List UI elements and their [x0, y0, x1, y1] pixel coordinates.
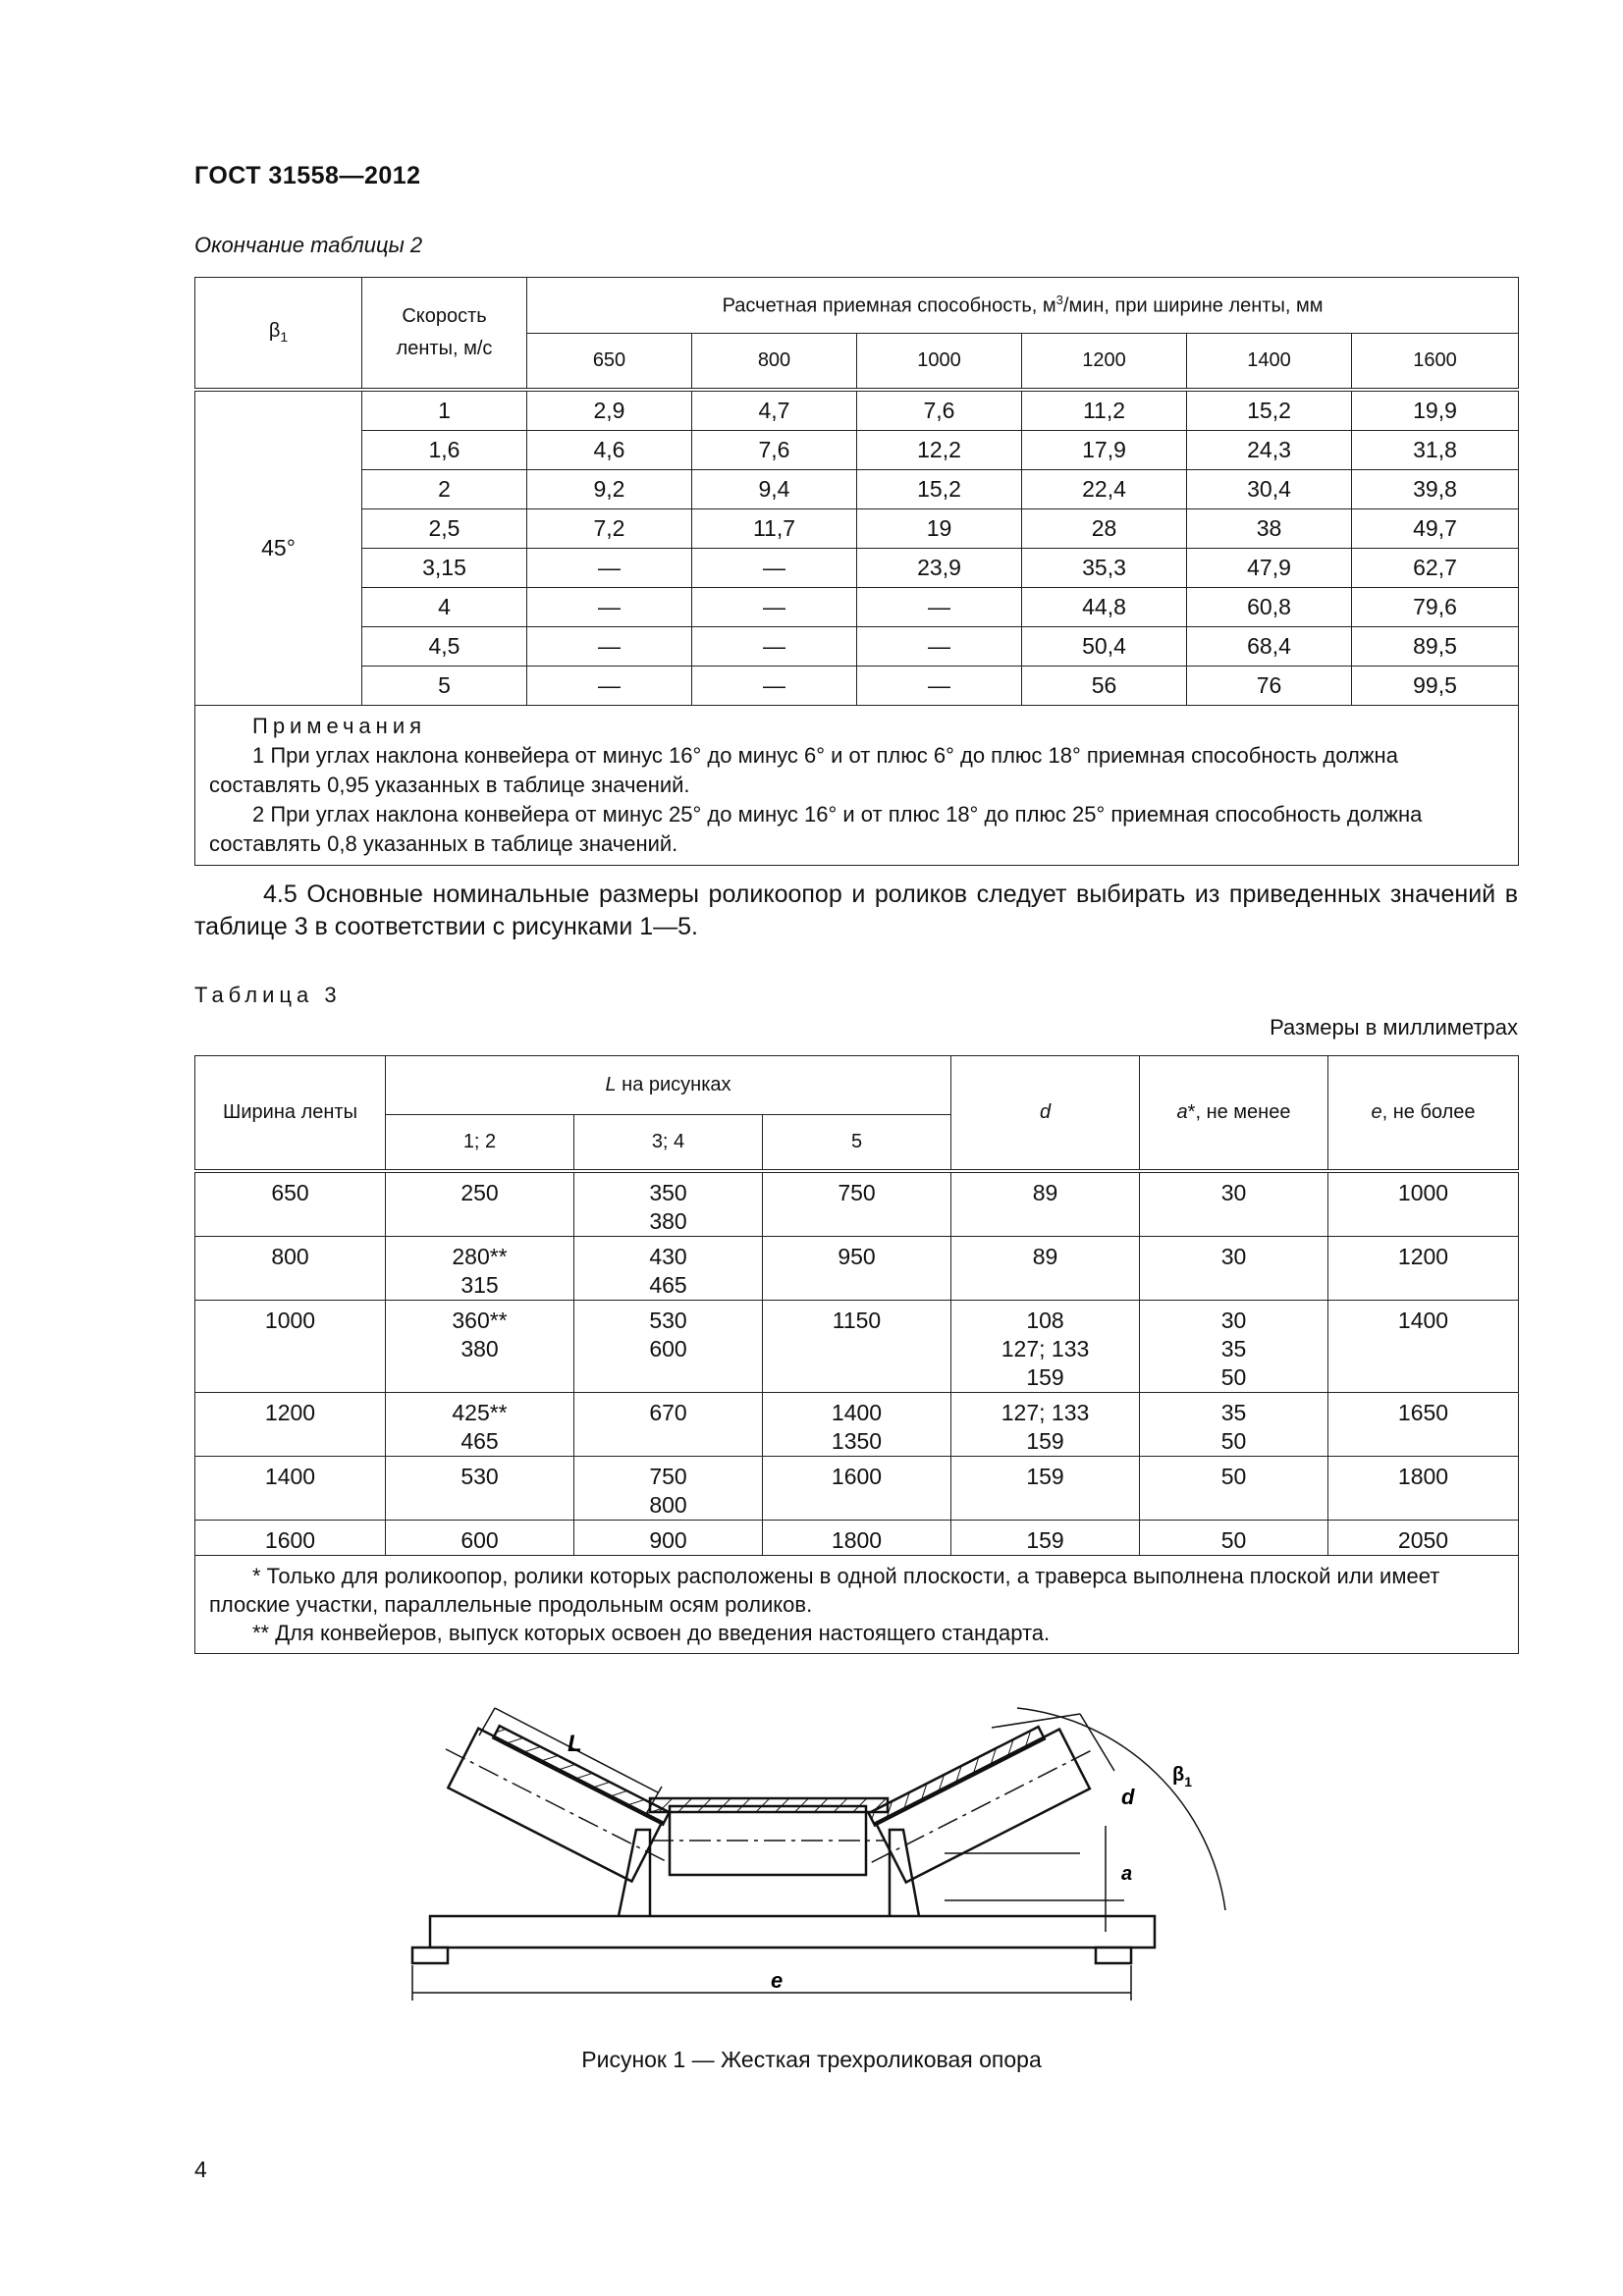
paragraph-4-5: 4.5 Основные номинальные размеры роликоопор и роликов следует выбирать из приведенных значений в таблице 3 в соответствии с рисунками 1—5.: [194, 881, 1518, 940]
table3-caption: Таблица 3: [194, 983, 342, 1007]
cell-L5: [763, 1456, 951, 1520]
L-sub-header-5: 5: [763, 1115, 951, 1171]
cell-line: 900: [649, 1526, 687, 1553]
speed-cell: 2,5: [362, 508, 527, 548]
capacity-cell: 12,2: [857, 430, 1022, 469]
base-frame: [430, 1916, 1155, 1948]
table-row: [195, 1171, 1519, 1237]
cell-e: [1328, 1236, 1519, 1300]
table-continuation-caption: Окончание таблицы 2: [194, 233, 423, 257]
cell-line: 600: [649, 1335, 687, 1362]
cell-e: [1328, 1171, 1519, 1237]
cell-L5: [763, 1520, 951, 1555]
capacity-cell: 30,4: [1187, 469, 1352, 508]
label-beta: $\beta_1$: [1172, 1764, 1193, 1789]
capacity-cell: 7,6: [857, 390, 1022, 431]
a-header: a*, не менее: [1140, 1056, 1328, 1171]
cell-L12: [386, 1392, 574, 1456]
capacity-cell: —: [692, 587, 857, 626]
cell-L34: [574, 1171, 763, 1237]
capacity-cell: —: [527, 548, 692, 587]
capacity-cell: —: [692, 626, 857, 666]
capacity-cell: —: [527, 666, 692, 705]
cell-line: 1650: [1397, 1399, 1449, 1425]
cell-line: 380: [460, 1335, 499, 1362]
capacity-cell: 2,9: [527, 390, 692, 431]
cell-line: 1800: [831, 1526, 883, 1553]
cell-L34: [574, 1520, 763, 1555]
cell-L12: [386, 1520, 574, 1555]
speed-cell: 3,15: [362, 548, 527, 587]
capacity-cell: 28: [1022, 508, 1187, 548]
cell-e: [1328, 1520, 1519, 1555]
capacity-cell: 11,7: [692, 508, 857, 548]
capacity-cell: 68,4: [1187, 626, 1352, 666]
label-a: a: [1121, 1863, 1133, 1885]
table3-units: Размеры в миллиметрах: [1270, 1015, 1518, 1040]
cell-line: 315: [460, 1271, 499, 1298]
speed-cell: 1: [362, 390, 527, 431]
L-header: L на рисунках: [386, 1056, 951, 1115]
cell-L34: [574, 1236, 763, 1300]
beta-header: $\beta_1$: [195, 278, 362, 390]
cell-L12: [386, 1171, 574, 1237]
capacity-cell: 47,9: [1187, 548, 1352, 587]
label-L: L: [568, 1731, 582, 1757]
capacity-cell: 35,3: [1022, 548, 1187, 587]
cell-line: 1600: [831, 1463, 883, 1489]
width-header: 1200: [1022, 334, 1187, 390]
cell-a: [1140, 1456, 1328, 1520]
cell-line: 1600: [264, 1526, 316, 1553]
capacity-cell: 31,8: [1352, 430, 1519, 469]
cell-width: [195, 1236, 386, 1300]
capacity-cell: 7,2: [527, 508, 692, 548]
cell-line: 800: [271, 1243, 309, 1269]
d-header: d: [951, 1056, 1140, 1171]
capacity-cell: 7,6: [692, 430, 857, 469]
capacity-group-header: Расчетная приемная способность, $м^3$/мин, при ширине ленты, мм: [527, 278, 1519, 334]
capacity-cell: —: [857, 626, 1022, 666]
cell-line: 50: [1220, 1463, 1247, 1489]
capacity-cell: 89,5: [1352, 626, 1519, 666]
cell-L5: [763, 1300, 951, 1392]
cell-line: 35: [1220, 1335, 1247, 1362]
footnote-2: ** Для конвейеров, выпуск которых освоен до введения настоящего стандарта.: [252, 1620, 1051, 1645]
cell-line: 600: [460, 1526, 499, 1553]
capacity-cell: 15,2: [1187, 390, 1352, 431]
cell-L34: [574, 1300, 763, 1392]
table2-notes: [195, 705, 1519, 865]
cell-a: [1140, 1300, 1328, 1392]
table-row: [195, 430, 1519, 469]
table-row: [195, 587, 1519, 626]
capacity-cell: 9,4: [692, 469, 857, 508]
cell-line: 127; 133: [1001, 1335, 1090, 1362]
capacity-cell: —: [857, 666, 1022, 705]
table-row: [195, 666, 1519, 705]
cell-line: 1200: [1397, 1243, 1449, 1269]
cell-L34: [574, 1392, 763, 1456]
capacity-cell: 17,9: [1022, 430, 1187, 469]
capacity-cell: 49,7: [1352, 508, 1519, 548]
left-roller: [431, 1709, 687, 1892]
L-sub-header-3-4: 3; 4: [574, 1115, 763, 1171]
capacity-cell: 39,8: [1352, 469, 1519, 508]
note-1: 1 При углах наклона конвейера от минус 16° до минус 6° и от плюс 6° до плюс 18° приемная способность должна составлять 0,95 указанных в таблице значений.: [209, 742, 1398, 797]
page-number: 4: [194, 2157, 207, 2182]
cell-line: 30: [1220, 1243, 1247, 1269]
cell-line: 2050: [1397, 1526, 1449, 1553]
cell-line: 750: [649, 1463, 687, 1489]
cell-line: 50: [1220, 1427, 1247, 1454]
cell-L5: [763, 1392, 951, 1456]
cell-L5: [763, 1236, 951, 1300]
cell-line: 159: [1026, 1526, 1064, 1553]
cell-d: [951, 1171, 1140, 1237]
cell-line: 465: [649, 1271, 687, 1298]
table-row: [195, 548, 1519, 587]
table3-footnotes: [195, 1555, 1519, 1653]
table-row: [195, 1392, 1519, 1456]
speed-cell: 4: [362, 587, 527, 626]
table-row: [195, 469, 1519, 508]
cell-line: 1400: [264, 1463, 316, 1489]
figure-caption: Рисунок 1 — Жесткая трехроликовая опора: [581, 2047, 1042, 2072]
left-foot: [412, 1948, 448, 1963]
table-row: [195, 626, 1519, 666]
belt-center: [650, 1798, 888, 1812]
cell-line: 530: [649, 1307, 687, 1333]
cell-d: [951, 1392, 1140, 1456]
cell-line: 35: [1220, 1399, 1247, 1425]
cell-width: [195, 1392, 386, 1456]
cell-line: 670: [649, 1399, 687, 1425]
cell-line: 50: [1220, 1363, 1247, 1390]
cell-d: [951, 1456, 1140, 1520]
cell-d: [951, 1520, 1140, 1555]
capacity-cell: 9,2: [527, 469, 692, 508]
cell-L12: [386, 1456, 574, 1520]
table-row: [195, 1456, 1519, 1520]
width-header: 800: [692, 334, 857, 390]
cell-L34: [574, 1456, 763, 1520]
capacity-cell: —: [692, 666, 857, 705]
angle-cell: 45°: [195, 390, 362, 706]
cell-line: 159: [1026, 1463, 1064, 1489]
table-3: [194, 1055, 1519, 1654]
cell-line: 1400: [831, 1399, 883, 1425]
cell-line: 1000: [264, 1307, 316, 1333]
cell-line: 159: [1026, 1363, 1064, 1390]
capacity-cell: 4,6: [527, 430, 692, 469]
capacity-cell: 23,9: [857, 548, 1022, 587]
width-header: 1000: [857, 334, 1022, 390]
cell-L5: [763, 1171, 951, 1237]
cell-L12: [386, 1300, 574, 1392]
table-row: [195, 1520, 1519, 1555]
cell-line: 800: [649, 1491, 687, 1518]
speed-cell: 1,6: [362, 430, 527, 469]
capacity-cell: 50,4: [1022, 626, 1187, 666]
cell-width: [195, 1300, 386, 1392]
label-e: e: [771, 1968, 784, 1993]
cell-line: 360**: [452, 1307, 508, 1333]
belt-width-header: Ширина ленты: [195, 1056, 386, 1171]
capacity-cell: 19,9: [1352, 390, 1519, 431]
table-row: [195, 390, 1519, 431]
cell-line: 1800: [1397, 1463, 1449, 1489]
cell-line: 30: [1220, 1179, 1247, 1205]
capacity-cell: 38: [1187, 508, 1352, 548]
capacity-cell: 79,6: [1352, 587, 1519, 626]
cell-L12: [386, 1236, 574, 1300]
capacity-cell: 60,8: [1187, 587, 1352, 626]
cell-d: [951, 1236, 1140, 1300]
cell-line: 1000: [1397, 1179, 1449, 1205]
capacity-cell: —: [857, 587, 1022, 626]
cell-a: [1140, 1171, 1328, 1237]
width-header: 650: [527, 334, 692, 390]
capacity-cell: 4,7: [692, 390, 857, 431]
capacity-cell: 76: [1187, 666, 1352, 705]
cell-line: 750: [838, 1179, 876, 1205]
label-d: d: [1121, 1785, 1135, 1809]
cell-a: [1140, 1236, 1328, 1300]
capacity-cell: 15,2: [857, 469, 1022, 508]
cell-line: 350: [649, 1179, 687, 1205]
cell-line: 108: [1026, 1307, 1064, 1333]
capacity-cell: —: [527, 626, 692, 666]
table-row: [195, 1300, 1519, 1392]
e-header: e, не более: [1328, 1056, 1519, 1171]
cell-line: 89: [1032, 1179, 1058, 1205]
speed-header: Скорость ленты, м/с: [362, 278, 527, 390]
cell-line: 127; 133: [1001, 1399, 1090, 1425]
cell-e: [1328, 1300, 1519, 1392]
table-row: [195, 1236, 1519, 1300]
capacity-cell: 19: [857, 508, 1022, 548]
capacity-cell: 56: [1022, 666, 1187, 705]
width-header: 1600: [1352, 334, 1519, 390]
cell-line: 530: [460, 1463, 499, 1489]
cell-line: 50: [1220, 1526, 1247, 1553]
cell-d: [951, 1300, 1140, 1392]
table-row: [195, 508, 1519, 548]
speed-cell: 2: [362, 469, 527, 508]
cell-line: 159: [1026, 1427, 1064, 1454]
capacity-cell: —: [692, 548, 857, 587]
standard-title: ГОСТ 31558—2012: [194, 162, 421, 189]
cell-line: 1350: [831, 1427, 883, 1454]
footnote-1: * Только для роликоопор, ролики которых расположены в одной плоскости, а траверса выполнена плоской или имеет плоские участки, параллельные продольным осям роликов.: [209, 1563, 1440, 1617]
capacity-cell: 24,3: [1187, 430, 1352, 469]
table-2: [194, 277, 1519, 866]
right-bracket: [890, 1830, 919, 1916]
cell-e: [1328, 1392, 1519, 1456]
cell-e: [1328, 1456, 1519, 1520]
capacity-cell: 99,5: [1352, 666, 1519, 705]
capacity-cell: —: [527, 587, 692, 626]
width-header: 1400: [1187, 334, 1352, 390]
cell-width: [195, 1520, 386, 1555]
note-2: 2 При углах наклона конвейера от минус 25° до минус 16° и от плюс 18° до плюс 25° приемная способность должна составлять 0,8 указанных в таблице значений.: [209, 801, 1423, 856]
cell-line: 465: [460, 1427, 499, 1454]
cell-line: 650: [271, 1179, 309, 1205]
cell-a: [1140, 1520, 1328, 1555]
cell-line: 89: [1032, 1243, 1058, 1269]
right-foot: [1096, 1948, 1131, 1963]
notes-title: Примечания: [252, 713, 427, 738]
capacity-cell: 62,7: [1352, 548, 1519, 587]
cell-line: 430: [649, 1243, 687, 1269]
capacity-cell: 11,2: [1022, 390, 1187, 431]
capacity-cell: 44,8: [1022, 587, 1187, 626]
cell-line: 950: [838, 1243, 876, 1269]
idler-drawing: [393, 1708, 1193, 2022]
cell-line: 280**: [452, 1243, 508, 1269]
cell-a: [1140, 1392, 1328, 1456]
cell-line: 1150: [832, 1307, 882, 1333]
cell-line: 1200: [264, 1399, 316, 1425]
cell-line: 380: [649, 1207, 687, 1234]
speed-cell: 4,5: [362, 626, 527, 666]
capacity-cell: 22,4: [1022, 469, 1187, 508]
cell-line: 425**: [452, 1399, 508, 1425]
cell-line: 250: [460, 1179, 499, 1205]
L-sub-header-1-2: 1; 2: [386, 1115, 574, 1171]
cell-line: 1400: [1397, 1307, 1449, 1333]
cell-width: [195, 1171, 386, 1237]
left-bracket: [619, 1830, 650, 1916]
cell-line: 30: [1220, 1307, 1247, 1333]
cell-width: [195, 1456, 386, 1520]
speed-cell: 5: [362, 666, 527, 705]
